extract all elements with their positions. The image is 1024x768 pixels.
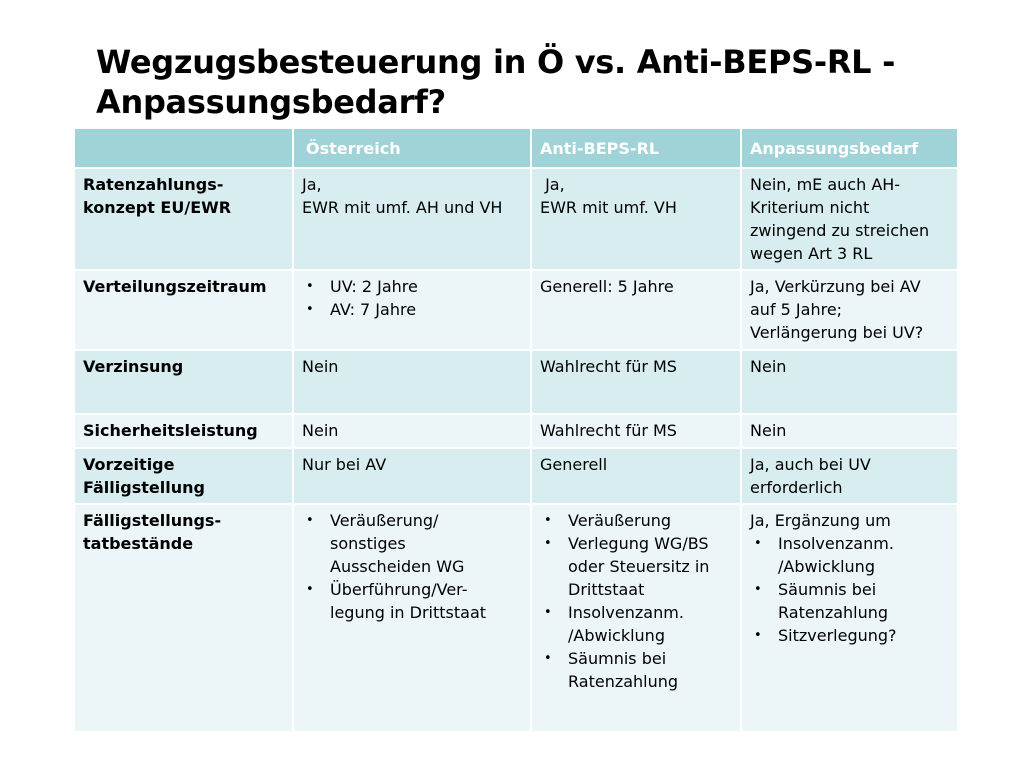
table-row [74, 414, 958, 448]
bullet-icon: • [544, 536, 552, 551]
bullet-icon: • [306, 302, 314, 317]
cell-anti-beps-rl: Ja, EWR mit umf. VH [531, 168, 741, 270]
row-label: Ratenzahlungs- konzept EU/EWR [74, 168, 293, 270]
header-oesterreich-label: Österreich [306, 138, 401, 158]
bullet-icon: • [306, 279, 314, 294]
list-item: • Verlegung WG/BS oder Steuersitz in Drittstaat [544, 534, 710, 599]
table-row [74, 168, 958, 270]
title-line-2: Anpassungsbedarf? [96, 83, 446, 121]
header-anti-beps-rl: Anti-BEPS-RL [531, 128, 741, 168]
bullet-list [750, 532, 949, 647]
table-row [74, 448, 958, 504]
cell-anti-beps-rl: Generell: 5 Jahre [531, 270, 741, 350]
cell-oesterreich: Nur bei AV [293, 448, 531, 504]
cell-anti-beps-rl: Wahlrecht für MS [531, 414, 741, 448]
bullet-icon: • [754, 536, 762, 551]
cell-oesterreich: Nein [293, 350, 531, 414]
bullet-icon: • [544, 513, 552, 528]
header-anpassungsbedarf: Anpassungsbedarf [741, 128, 958, 168]
cell-anti-beps-rl: Generell [531, 448, 741, 504]
title-line-1: Wegzugsbesteuerung in Ö vs. Anti-BEPS-RL - [96, 43, 896, 81]
row-label: Sicherheitsleistung [74, 414, 293, 448]
list-item: • Veräußerung/ sonstiges Ausscheiden WG [306, 511, 465, 576]
list-item: • Säumnis bei Ratenzahlung [544, 649, 679, 691]
cell-anpassungsbedarf: Ja, auch bei UV erforderlich [741, 448, 958, 504]
bullet-list [540, 509, 732, 693]
list-item: • Veräußerung [544, 511, 672, 530]
list-item: • AV: 7 Jahre [306, 300, 417, 319]
row-label: Verzinsung [74, 350, 293, 414]
bullet-icon: • [754, 628, 762, 643]
header-oesterreich [293, 128, 531, 168]
list-item: • Insolvenzanm. /Abwicklung [754, 534, 894, 576]
cell-oesterreich [293, 504, 531, 732]
cell-anti-beps-rl: Wahlrecht für MS [531, 350, 741, 414]
comparison-table [73, 127, 959, 733]
cell-anpassungsbedarf: Nein [741, 414, 958, 448]
bullet-icon: • [306, 513, 314, 528]
list-item: • Überführung/Ver- legung in Drittstaat [306, 580, 487, 622]
header-empty [74, 128, 293, 168]
cell-oesterreich: Ja, EWR mit umf. AH und VH [293, 168, 531, 270]
cell-anpassungsbedarf: Ja, Verkürzung bei AV auf 5 Jahre; Verlängerung bei UV? [741, 270, 958, 350]
cell-oesterreich [293, 270, 531, 350]
bullet-list [302, 275, 522, 321]
bullet-icon: • [754, 582, 762, 597]
cell-anpassungsbedarf: Nein, mE auch AH- Kriterium nicht zwingend zu streichen wegen Art 3 RL [741, 168, 958, 270]
cell-anpassungsbedarf: Nein [741, 350, 958, 414]
list-item: • Insolvenzanm. /Abwicklung [544, 603, 684, 645]
table-row [74, 504, 958, 732]
list-item: • UV: 2 Jahre [306, 277, 418, 296]
bullet-icon: • [544, 651, 552, 666]
cell-oesterreich: Nein [293, 414, 531, 448]
table-header-row [74, 128, 958, 168]
bullet-list [302, 509, 522, 624]
page-title [96, 42, 996, 122]
table-row [74, 270, 958, 350]
bullet-icon: • [306, 582, 314, 597]
bullet-icon: • [544, 605, 552, 620]
cell-anti-beps-rl [531, 504, 741, 732]
row-label: Fälligstellungs- tatbestände [74, 504, 293, 732]
table-row [74, 350, 958, 414]
row-label: Verteilungszeitraum [74, 270, 293, 350]
row-label: Vorzeitige Fälligstellung [74, 448, 293, 504]
cell-anpassungsbedarf: Ja, Ergänzung um • Insolvenzanm. /Abwicklung • Säumnis bei Ratenzahlung • Sitzverlegung? [741, 504, 958, 732]
list-item: • Säumnis bei Ratenzahlung [754, 580, 889, 622]
list-item: • Sitzverlegung? [754, 626, 897, 645]
